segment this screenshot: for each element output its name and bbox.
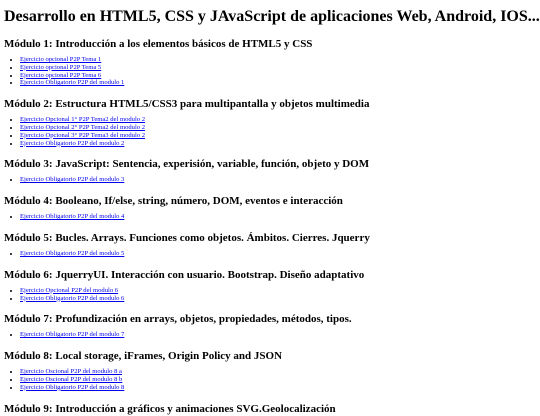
exercise-link[interactable]: Ejercicio Obligatorio P2P del modulo 6 xyxy=(20,294,125,302)
list-item xyxy=(20,176,540,184)
exercise-link[interactable]: Ejercicio Oscional P2P del modulo 8 a xyxy=(20,368,122,376)
module-section-5 xyxy=(4,232,540,258)
list-item xyxy=(20,79,540,87)
list-item xyxy=(20,295,540,303)
module-section-1 xyxy=(4,38,540,87)
list-item xyxy=(20,116,540,124)
module-heading: Módulo 3: JavaScript: Sentencia, experisión, variable, función, objeto y DOM xyxy=(4,158,370,171)
module-heading: Módulo 5: Bucles. Arrays. Funciones como objetos. Ámbitos. Cierres. Jquerry xyxy=(4,231,370,244)
exercise-link[interactable]: Ejercicio Obligatorio P2P del modulo 5 xyxy=(20,249,125,257)
module-section-2 xyxy=(4,98,540,147)
list-item xyxy=(20,124,540,132)
exercise-link[interactable]: Ejercicio Opcional 1° P2P Tema2 del modulo 2 xyxy=(20,116,146,124)
module-heading: Módulo 6: JquerryUI. Interacción con usuario. Bootstrap. Diseño adaptativo xyxy=(4,268,365,281)
exercise-link[interactable]: Ejercicio Opcional 3° P2P Tema3 del modulo 2 xyxy=(20,131,146,139)
list-item xyxy=(20,250,540,258)
module-section-6 xyxy=(4,269,540,303)
exercise-link-list xyxy=(4,56,540,87)
exercise-link[interactable]: Ejercicio Obligatorio P2P del modulo 8 xyxy=(20,383,125,391)
exercise-link[interactable]: Ejercicio opcional P2P Tema 5 xyxy=(20,63,102,71)
module-heading: Módulo 4: Booleano, If/else, string, número, DOM, eventos e interacción xyxy=(4,195,343,208)
exercise-link-list xyxy=(4,287,540,303)
list-item xyxy=(20,72,540,80)
module-section-4 xyxy=(4,195,540,221)
list-item xyxy=(20,376,540,384)
module-heading: Módulo 8: Local storage, iFrames, Origin Policy and JSON xyxy=(4,350,283,363)
module-heading: Módulo 7: Profundización en arrays, objetos, propiedades, métodos, tipos. xyxy=(4,313,352,326)
exercise-link[interactable]: Ejercicio Obligatorio P2P del modulo 4 xyxy=(20,213,125,221)
list-item xyxy=(20,368,540,376)
page-title: Desarrollo en HTML5, CSS y JAvaScript de aplicaciones Web, Android, IOS... xyxy=(4,8,540,25)
exercise-link[interactable]: Ejercicio Opcional 2° P2P Tema2 del modulo 2 xyxy=(20,123,146,131)
exercise-link[interactable]: Ejercicio Obligatorio P2P del modulo 2 xyxy=(20,139,125,147)
list-item xyxy=(20,56,540,64)
module-heading: Módulo 2: Estructura HTML5/CSS3 para multipantalla y objetos multimedia xyxy=(4,98,370,111)
module-heading: Módulo 1: Introducción a los elementos básicos de HTML5 y CSS xyxy=(4,38,313,50)
exercise-link[interactable]: Ejercicio Oscional P2P del modulo 8 b xyxy=(20,375,123,383)
list-item xyxy=(20,384,540,392)
module-section-3 xyxy=(4,158,540,184)
exercise-link-list xyxy=(4,368,540,391)
exercise-link-list xyxy=(4,250,540,258)
module-section-9 xyxy=(4,403,540,416)
exercise-link-list xyxy=(4,116,540,147)
list-item xyxy=(20,140,540,148)
list-item xyxy=(20,287,540,295)
exercise-link[interactable]: Ejercicio Opcional P2P del modulo 6 xyxy=(20,286,119,294)
exercise-link-list xyxy=(4,176,540,184)
list-item xyxy=(20,331,540,339)
exercise-link[interactable]: Ejercicio Obligatorio P2P del modulo 7 xyxy=(20,331,125,339)
module-heading: Módulo 9: Introducción a gráficos y animaciones SVG.Geolocalización xyxy=(4,402,336,415)
exercise-link[interactable]: Ejercicio Obligatorio P2P del modulo 3 xyxy=(20,176,125,184)
exercise-link[interactable]: Ejercicio opcional P2P Tema 6 xyxy=(20,71,102,79)
list-item xyxy=(20,64,540,72)
exercise-link-list xyxy=(4,213,540,221)
list-item xyxy=(20,213,540,221)
exercise-link[interactable]: Ejercicio opcional P2P Tema 1 xyxy=(20,56,102,63)
module-section-7 xyxy=(4,313,540,339)
exercise-link-list xyxy=(4,331,540,339)
module-list xyxy=(4,38,540,416)
module-section-8 xyxy=(4,350,540,391)
list-item xyxy=(20,132,540,140)
exercise-link[interactable]: Ejercicio Obligatorio P2P del modulo 1 xyxy=(20,79,125,87)
